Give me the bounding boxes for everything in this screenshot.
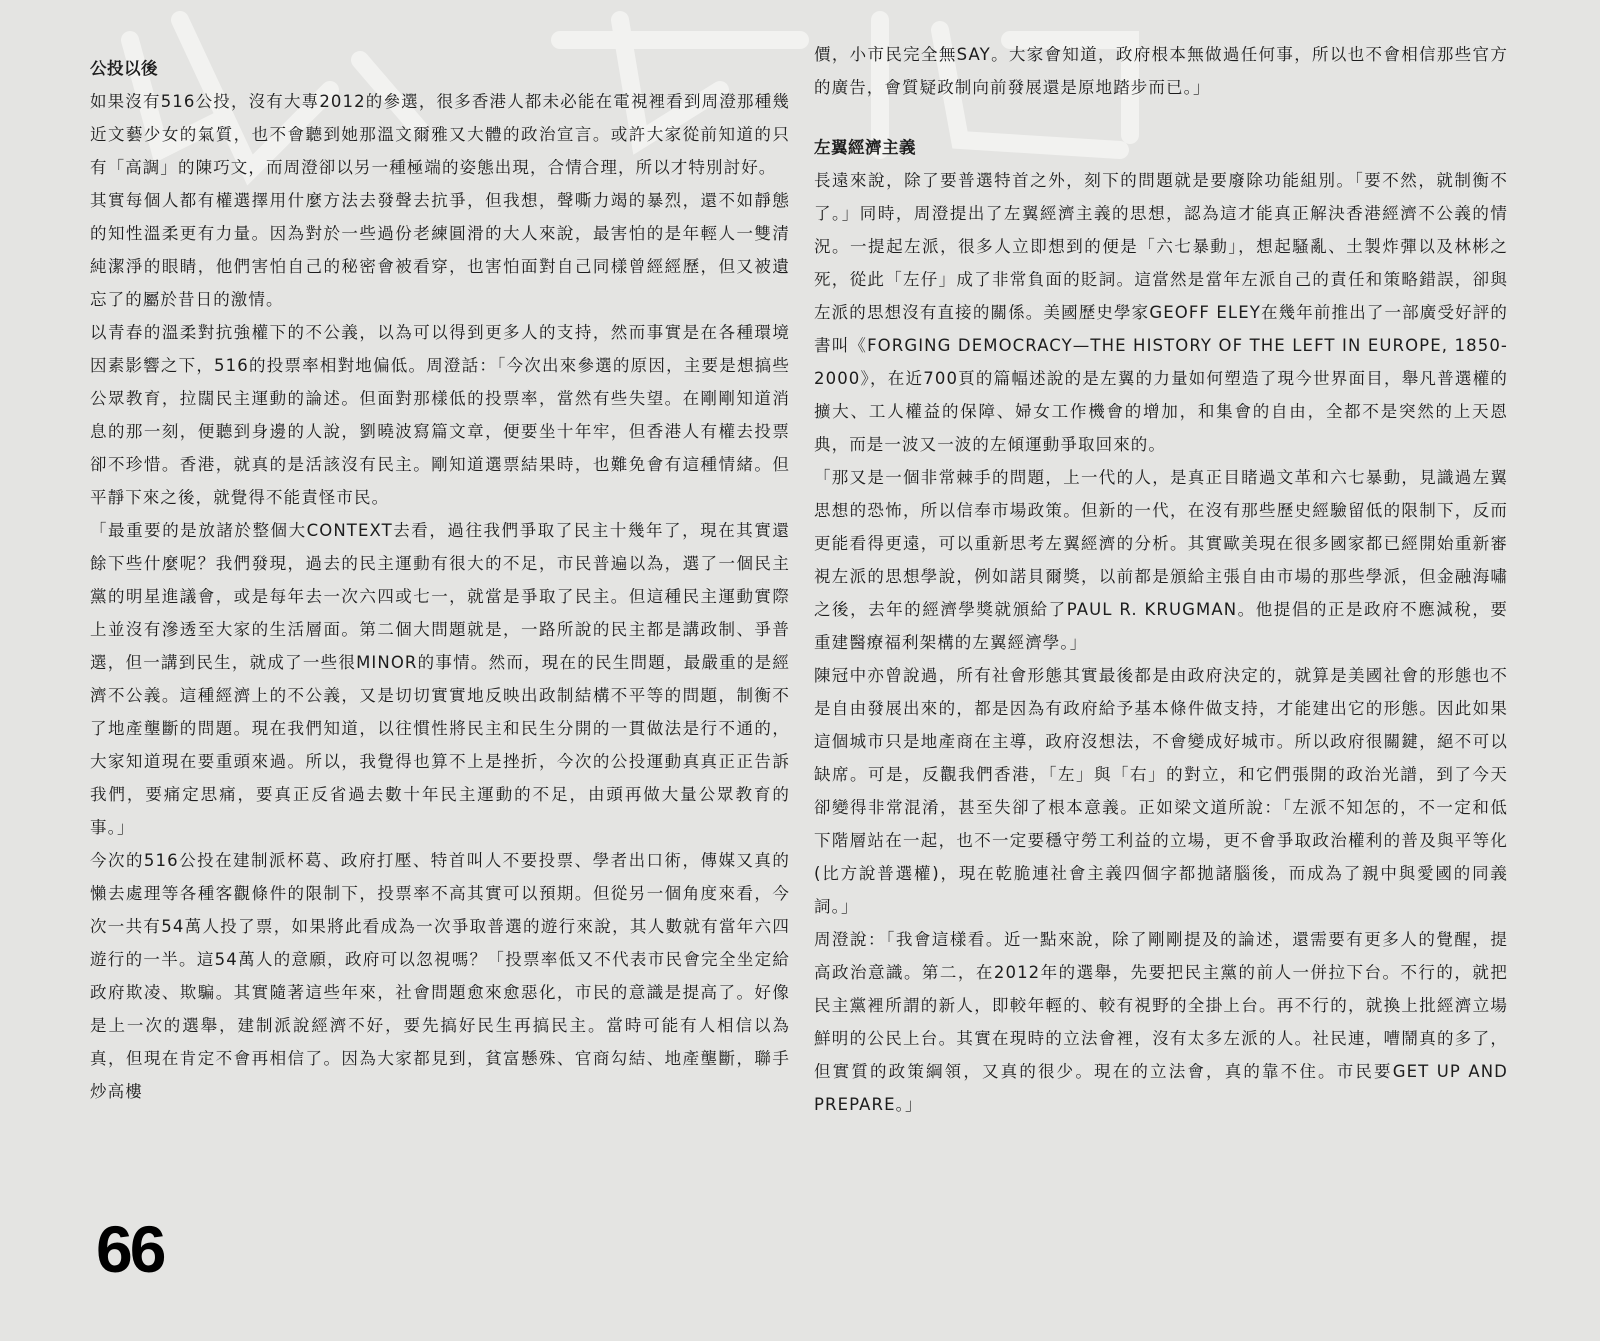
left-column xyxy=(90,38,790,1108)
section-heading: 公投以後 xyxy=(90,59,158,78)
paragraph: 如果沒有516公投，沒有大專2012的參選，很多香港人都未必能在電視裡看到周澄那種幾近文藝少女的氣質，也不會聽到她那溫文爾雅又大體的政治宣言。或許大家從前知道的只有「高調」的陳巧文，而周澄卻以另一種極端的姿態出現，合情合理，所以才特別討好。 xyxy=(90,92,790,177)
paragraph: 「那又是一個非常棘手的問題，上一代的人，是真正目睹過文革和六七暴動，見識過左翼思想的恐怖，所以信奉市場政策。但新的一代，在沒有那些歷史經驗留低的限制下，反而更能看得更遠，可以重新思考左翼經濟的分析。其實歐美現在很多國家都已經開始重新審視左派的思想學說，例如諾貝爾獎，以前都是頒給主張自由市場的那些學派，但金融海嘯之後，去年的經濟學獎就頒給了PAUL R. KRUGMAN。他提倡的正是政府不應減稅，要重建醫療福利架構的左翼經濟學。」 xyxy=(814,468,1508,652)
page-number: 66 xyxy=(96,1212,164,1286)
right-column xyxy=(814,38,1508,1121)
paragraph: 陳冠中亦曾說過，所有社會形態其實最後都是由政府決定的，就算是美國社會的形態也不是自由發展出來的，都是因為有政府給予基本條件做支持，才能建出它的形態。因此如果這個城市只是地產商在主導，政府沒想法，不會變成好城市。所以政府很關鍵，絕不可以缺席。可是，反觀我們香港，「左」與「右」的對立，和它們張開的政治光譜，到了今天卻變得非常混淆，甚至失卻了根本意義。正如梁文道所說：「左派不知怎的，不一定和低下階層站在一起，也不一定要穩守勞工利益的立場，更不會爭取政治權利的普及與平等化(比方說普選權)，現在乾脆連社會主義四個字都拋諸腦後，而成為了親中與愛國的同義詞。」 xyxy=(814,666,1508,916)
paragraph: 長遠來說，除了要普選特首之外，刻下的問題就是要廢除功能組別。「要不然，就制衡不了。」同時，周澄提出了左翼經濟主義的思想，認為這才能真正解決香港經濟不公義的情況。一提起左派，很多人立即想到的便是「六七暴動」，想起騷亂、土製炸彈以及林彬之死，從此「左仔」成了非常負面的貶詞。這當然是當年左派自己的責任和策略錯誤，卻與左派的思想沒有直接的關係。美國歷史學家GEOFF ELEY在幾年前推出了一部廣受好評的書叫《FORGING DEMOCRACY—THE HISTORY OF THE LEFT IN EUROPE, 1850-2000》，在近700頁的篇幅述說的是左翼的力量如何塑造了現今世界面目，舉凡普選權的擴大、工人權益的保障、婦女工作機會的增加，和集會的自由，全都不是突然的上天恩典，而是一波又一波的左傾運動爭取回來的。 xyxy=(814,171,1508,454)
paragraph: 今次的516公投在建制派杯葛、政府打壓、特首叫人不要投票、學者出口術，傳媒又真的懶去處理等各種客觀條件的限制下，投票率不高其實可以預期。但從另一個角度來看，今次一共有54萬人投了票，如果將此看成為一次爭取普選的遊行來說，其人數就有當年六四遊行的一半。這54萬人的意願，政府可以忽視嗎？「投票率低又不代表市民會完全坐定給政府欺凌、欺騙。其實隨著這些年來，社會問題愈來愈惡化，市民的意識是提高了。好像是上一次的選舉，建制派說經濟不好，要先搞好民生再搞民主。當時可能有人相信以為真，但現在肯定不會再相信了。因為大家都見到，貧富懸殊、官商勾結、地產壟斷，聯手炒高樓 xyxy=(90,851,790,1101)
paragraph: 其實每個人都有權選擇用什麼方法去發聲去抗爭，但我想，聲嘶力竭的暴烈，還不如靜態的知性溫柔更有力量。因為對於一些過份老練圓滑的大人來說，最害怕的是年輕人一雙清純潔淨的眼睛，他們害怕自己的秘密會被看穿，也害怕面對自己同樣曾經經歷，但又被遺忘了的屬於昔日的激情。 xyxy=(90,191,790,309)
section-heading: 左翼經濟主義 xyxy=(814,138,916,157)
paragraph-continuation: 價，小市民完全無SAY。大家會知道，政府根本無做過任何事，所以也不會相信那些官方的廣告，會質疑政制向前發展還是原地踏步而已。」 xyxy=(814,45,1508,97)
paragraph: 「最重要的是放諸於整個大CONTEXT去看，過往我們爭取了民主十幾年了，現在其實還餘下些什麼呢？我們發現，過去的民主運動有很大的不足，市民普遍以為，選了一個民主黨的明星進議會，或是每年去一次六四或七一，就當是爭取了民主。但這種民主運動實際上並沒有滲透至大家的生活層面。第二個大問題就是，一路所說的民主都是講政制、爭普選，但一講到民生，就成了一些很MINOR的事情。然而，現在的民生問題，最嚴重的是經濟不公義。這種經濟上的不公義，又是切切實實地反映出政制結構不平等的問題，制衡不了地產壟斷的問題。現在我們知道，以往慣性將民主和民生分開的一貫做法是行不通的，大家知道現在要重頭來過。所以，我覺得也算不上是挫折，今次的公投運動真真正正告訴我們，要痛定思痛，要真正反省過去數十年民主運動的不足，由頭再做大量公眾教育的事。」 xyxy=(90,521,790,837)
paragraph: 周澄說：「我會這樣看。近一點來說，除了剛剛提及的論述，還需要有更多人的覺醒，提高政治意識。第二，在2012年的選舉，先要把民主黨的前人一併拉下台。不行的，就把民主黨裡所謂的新人，即較年輕的、較有視野的全掛上台。再不行的，就換上批經濟立場鮮明的公民上台。其實在現時的立法會裡，沒有太多左派的人。社民連，嘈鬧真的多了，但實質的政策綱領，又真的很少。現在的立法會，真的靠不住。市民要GET UP AND PREPARE。」 xyxy=(814,930,1508,1114)
paragraph: 以青春的溫柔對抗強權下的不公義，以為可以得到更多人的支持，然而事實是在各種環境因素影響之下，516的投票率相對地偏低。周澄話：「今次出來參選的原因，主要是想搞些公眾教育，拉闊民主運動的論述。但面對那樣低的投票率，當然有些失望。在剛剛知道消息的那一刻，便聽到身邊的人說，劉曉波寫篇文章，便要坐十年牢，但香港人有權去投票卻不珍惜。香港，就真的是活該沒有民主。剛知道選票結果時，也難免會有這種情緒。但平靜下來之後，就覺得不能責怪市民。 xyxy=(90,323,790,507)
